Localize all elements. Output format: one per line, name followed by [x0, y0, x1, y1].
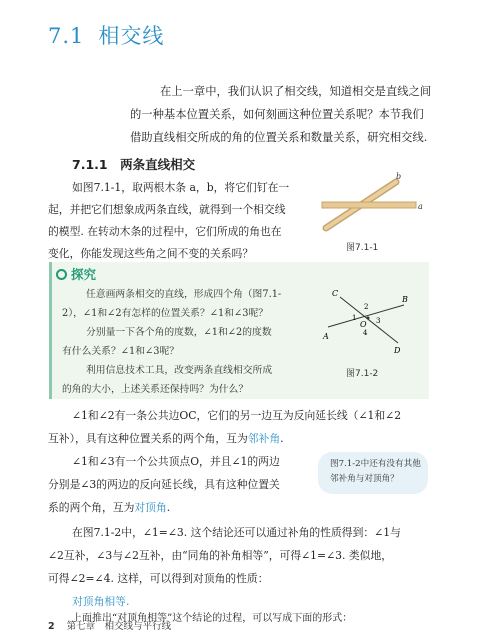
chapter-title: 第七章 相交线与平行线	[66, 621, 172, 632]
property-vertical-angles: 对顶角相等.	[72, 595, 130, 608]
page-number: 2	[48, 621, 55, 632]
figure-7-1-2	[318, 283, 423, 359]
body-line-2: 互补），具有这种位置关系的两个角，互为邻补角.	[48, 432, 284, 445]
intro-line-2: 的一种基本位置关系，如何刻画这种位置关系呢？本节我们	[130, 108, 424, 121]
subsection-heading: 7.1.1 两条直线相交	[72, 157, 196, 172]
margin-note: 图7.1-2中还有没有其他邻补角与对顶角？	[318, 452, 428, 494]
para1-line-3: 的模型. 在转动木条的过程中，它们所成的角也在	[48, 225, 282, 238]
para1-line-4: 变化，你能发现这些角之间不变的关系吗？	[48, 247, 254, 260]
body-line-8: 可得∠2=∠4. 这样，可以得到对顶角的性质：	[48, 572, 269, 585]
para1-line-2: 起，并把它们想象成两条直线，就得到一个相交线	[48, 203, 286, 216]
intro-line-1: 在上一章中，我们认识了相交线，知道相交是直线之间	[160, 85, 432, 98]
explore-label: 探究	[56, 265, 96, 283]
intro-line-3: 借助直线相交所成的角的位置关系和数量关系，研究相交线.	[130, 131, 428, 144]
label-b-fig2: B	[402, 295, 408, 304]
angle-1-label: 1	[352, 314, 357, 322]
figure-7-1-2-caption: 图7.1-2	[346, 369, 379, 379]
figure-7-1-1-caption: 图7.1-1	[346, 243, 379, 253]
body-line-6: 在图7.1-2中，∠1=∠3. 这个结论还可以通过补角的性质得到：∠1与	[72, 526, 401, 539]
point-o	[367, 317, 370, 320]
angle-3-label: 3	[376, 317, 381, 325]
page-footer	[48, 618, 171, 632]
explore-line-1: 任意画两条相交的直线，形成四个角（图7.1-	[86, 289, 282, 300]
term-vertical-angles: 对顶角	[134, 501, 167, 514]
label-a: a	[418, 202, 423, 211]
angle-4-label: 4	[363, 329, 368, 337]
explore-icon	[56, 269, 67, 280]
explore-line-2: 2），∠1和∠2有怎样的位置关系？∠1和∠3呢？	[62, 308, 269, 319]
figure-7-1-1	[318, 168, 428, 238]
body-line-5: 系的两个角，互为对顶角.	[48, 501, 171, 514]
label-d: D	[394, 346, 401, 355]
explore-line-3: 分别量一下各个角的度数，∠1和∠2的度数	[86, 327, 272, 338]
label-b: b	[396, 172, 402, 181]
para1-line-1: 如图7.1-1，取两根木条 a，b，将它们钉在一	[72, 181, 290, 194]
explore-line-4: 有什么关系？∠1和∠3呢？	[62, 346, 180, 357]
term-adjacent-supplementary: 邻补角	[247, 432, 281, 445]
section-title: 7.1 相交线	[48, 24, 165, 48]
label-o: O	[360, 320, 367, 329]
line-cd	[340, 297, 398, 343]
body-line-10: 上面推出“对顶角相等”这个结论的过程，可以写成下面的形式：	[72, 613, 353, 624]
label-a-fig2: A	[323, 332, 329, 341]
body-line-4: 分别是∠3的两边的反向延长线，具有这种位置关	[48, 478, 280, 491]
angle-2-label: 2	[364, 303, 369, 311]
explore-line-5: 利用信息技术工具，改变两条直线相交所成	[86, 365, 273, 376]
body-line-7: ∠2互补，∠3与∠2互补，由“同角的补角相等”，可得∠1=∠3. 类似地，	[48, 549, 393, 562]
body-line-3: ∠1和∠3有一个公共顶点O，并且∠1的两边	[72, 455, 280, 468]
explore-line-6: 的角的大小，上述关系还保持吗？为什么？	[62, 384, 249, 395]
body-line-1: ∠1和∠2有一条公共边OC，它们的另一边互为反向延长线（∠1和∠2	[72, 409, 402, 422]
stick-a	[322, 202, 416, 208]
label-c: C	[332, 289, 339, 298]
